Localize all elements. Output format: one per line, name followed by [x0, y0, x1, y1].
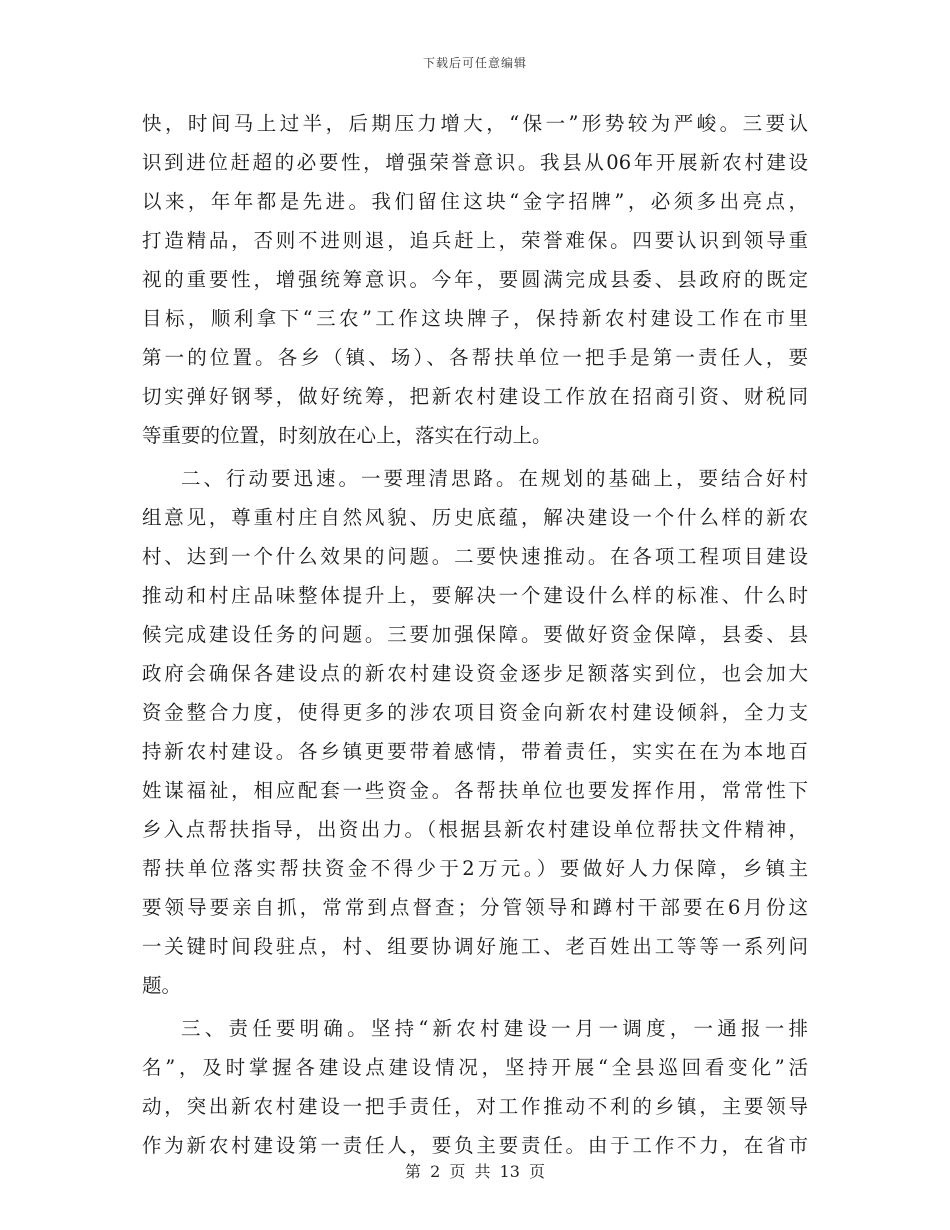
text-line: 村、达到一个什么效果的问题。二要快速推动。在各项工程项目建设 — [142, 545, 808, 568]
text-line: 题。 — [142, 974, 182, 997]
text-line: 以来，年年都是先进。我们留住这块“金字招牌”，必须多出亮点， — [142, 190, 808, 213]
text-line: 快，时间马上过半，后期压力增大，“保一”形势较为严峻。三要认 — [142, 112, 808, 135]
text-line: 要领导要亲自抓，常常到点督查；分管领导和蹲村干部要在6月份这 — [142, 896, 808, 919]
paragraph-3 — [142, 1009, 808, 1165]
text-line: 目标，顺利拿下“三农”工作这块牌子，保持新农村建设工作在市里 — [142, 307, 808, 330]
paragraph-2 — [142, 459, 808, 1005]
text-line: 三、责任要明确。坚持“新农村建设一月一调度，一通报一排 — [181, 1017, 808, 1040]
text-line: 名”，及时掌握各建设点建设情况，坚持开展“全县巡回看变化”活 — [142, 1056, 808, 1079]
text-line: 持新农村建设。各乡镇更要带着感情，带着责任，实实在在为本地百 — [142, 740, 808, 763]
paragraph-1 — [142, 104, 808, 455]
text-line: 资金整合力度，使得更多的涉农项目资金向新农村建设倾斜，全力支 — [142, 701, 808, 724]
text-line: 视的重要性，增强统筹意识。今年，要圆满完成县委、县政府的既定 — [142, 268, 808, 291]
page-number-footer: 第 2 页 共 13 页 — [405, 1162, 545, 1181]
text-line: 二、行动要迅速。一要理清思路。在规划的基础上，要结合好村 — [181, 467, 808, 490]
document-body — [142, 104, 808, 1165]
text-line: 第一的位置。各乡（镇、场）、各帮扶单位一把手是第一责任人，要 — [142, 346, 808, 369]
text-line: 候完成建设任务的问题。三要加强保障。要做好资金保障，县委、县 — [142, 623, 808, 646]
header-note: 下载后可任意编辑 — [422, 56, 527, 70]
text-line: 姓谋福祉，相应配套一些资金。各帮扶单位也要发挥作用，常常性下 — [142, 779, 808, 802]
text-line: 等重要的位置，时刻放在心上，落实在行动上。 — [142, 424, 552, 447]
text-line: 组意见，尊重村庄自然风貌、历史底蕴，解决建设一个什么样的新农 — [142, 506, 808, 529]
text-line: 一关键时间段驻点，村、组要协调好施工、老百姓出工等等一系列问 — [142, 935, 808, 958]
text-line: 切实弹好钢琴，做好统筹，把新农村建设工作放在招商引资、财税同 — [142, 385, 808, 408]
text-line: 乡入点帮扶指导，出资出力。（根据县新农村建设单位帮扶文件精神， — [142, 818, 808, 841]
text-line: 政府会确保各建设点的新农村建设资金逐步足额落实到位，也会加大 — [142, 662, 808, 685]
text-line: 推动和村庄品味整体提升上，要解决一个建设什么样的标准、什么时 — [142, 584, 808, 607]
text-line: 作为新农村建设第一责任人，要负主要责任。由于工作不力，在省市 — [142, 1134, 808, 1157]
text-line: 帮扶单位落实帮扶资金不得少于2万元。）要做好人力保障，乡镇主 — [142, 857, 808, 880]
text-line: 动，突出新农村建设一把手责任，对工作推动不利的乡镇，主要领导 — [142, 1095, 808, 1118]
text-line: 打造精品，否则不进则退，追兵赶上，荣誉难保。四要认识到领导重 — [142, 229, 808, 252]
text-line: 识到进位赶超的必要性，增强荣誉意识。我县从06年开展新农村建设 — [142, 151, 808, 174]
